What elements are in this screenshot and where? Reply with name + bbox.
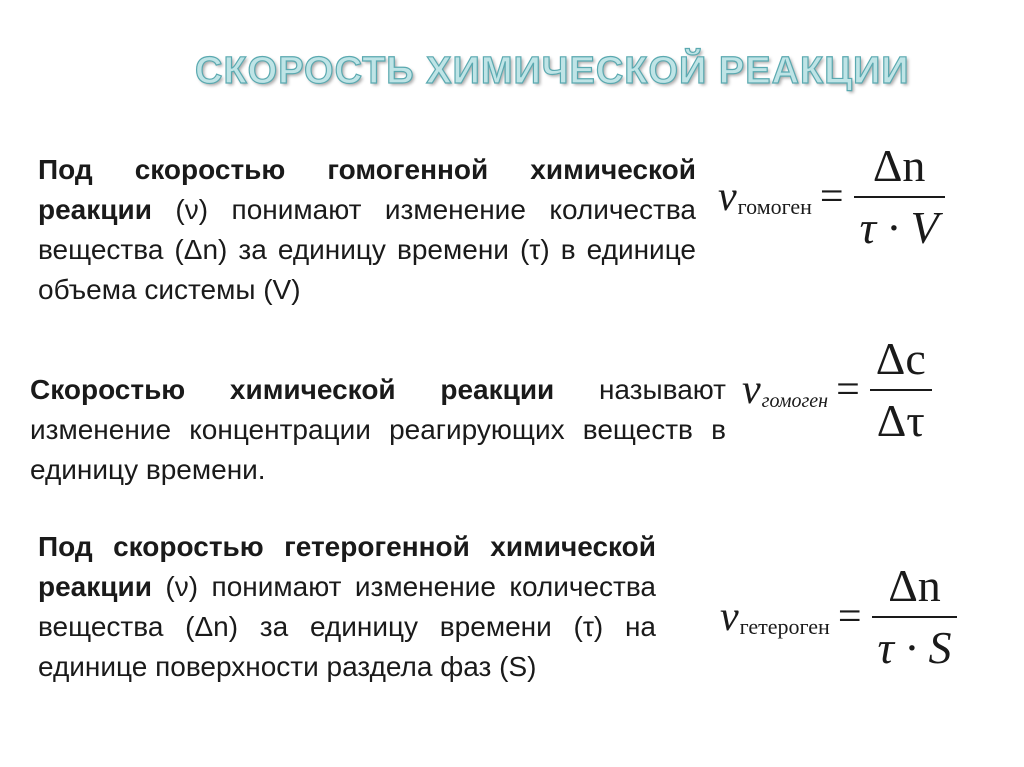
formula-denominator: Δτ xyxy=(876,395,925,446)
formula-equals: = xyxy=(836,367,860,413)
formula-symbol: v xyxy=(718,174,737,220)
definition-concentration-bold: Скоростью химической реакции xyxy=(30,374,555,405)
definition-concentration-text: называют изменение концентрации реагирующих веществ в единицу времени. xyxy=(30,374,726,485)
formula-numerator: Δc xyxy=(875,333,926,384)
formula-numerator: Δn xyxy=(888,560,941,611)
formula-concentration-rate xyxy=(742,330,932,450)
formula-denominator: τ · S xyxy=(877,622,952,673)
formula-denominator: τ · V xyxy=(859,202,939,253)
definition-homogeneous-bold: Под скоростью гомогенной химической реакции xyxy=(38,154,696,225)
formula-fraction xyxy=(872,560,958,674)
definition-homogeneous-text: (ν) понимают изменение количества вещества (Δn) за единицу времени (τ) в единице объема системы (V) xyxy=(38,194,696,305)
slide-title: СКОРОСТЬ ХИМИЧЕСКОЙ РЕАКЦИИ xyxy=(195,50,910,92)
definition-concentration xyxy=(30,370,726,490)
fraction-bar xyxy=(872,616,958,618)
definition-heterogeneous xyxy=(38,527,656,687)
definition-heterogeneous-text: (ν) понимают изменение количества вещества (Δn) за единицу времени (τ) на единице поверхности раздела фаз (S) xyxy=(38,571,656,682)
formula-symbol: v xyxy=(742,367,761,413)
formula-subscript: гомоген xyxy=(737,194,812,219)
formula-subscript: гетероген xyxy=(739,614,830,639)
definition-homogeneous xyxy=(38,150,696,310)
formula-fraction xyxy=(870,333,932,447)
fraction-bar xyxy=(854,196,945,198)
fraction-bar xyxy=(870,389,932,391)
formula-subscript: гомоген xyxy=(761,390,829,412)
formula-homogeneous-rate xyxy=(718,132,945,262)
formula-heterogeneous-rate xyxy=(720,552,957,682)
formula-equals: = xyxy=(819,174,844,220)
definition-heterogeneous-bold: Под скоростью гетерогенной химической реакции xyxy=(38,531,656,602)
formula-numerator: Δn xyxy=(872,140,926,191)
formula-equals: = xyxy=(837,594,862,640)
formula-symbol: v xyxy=(720,594,739,640)
formula-fraction xyxy=(854,140,945,254)
